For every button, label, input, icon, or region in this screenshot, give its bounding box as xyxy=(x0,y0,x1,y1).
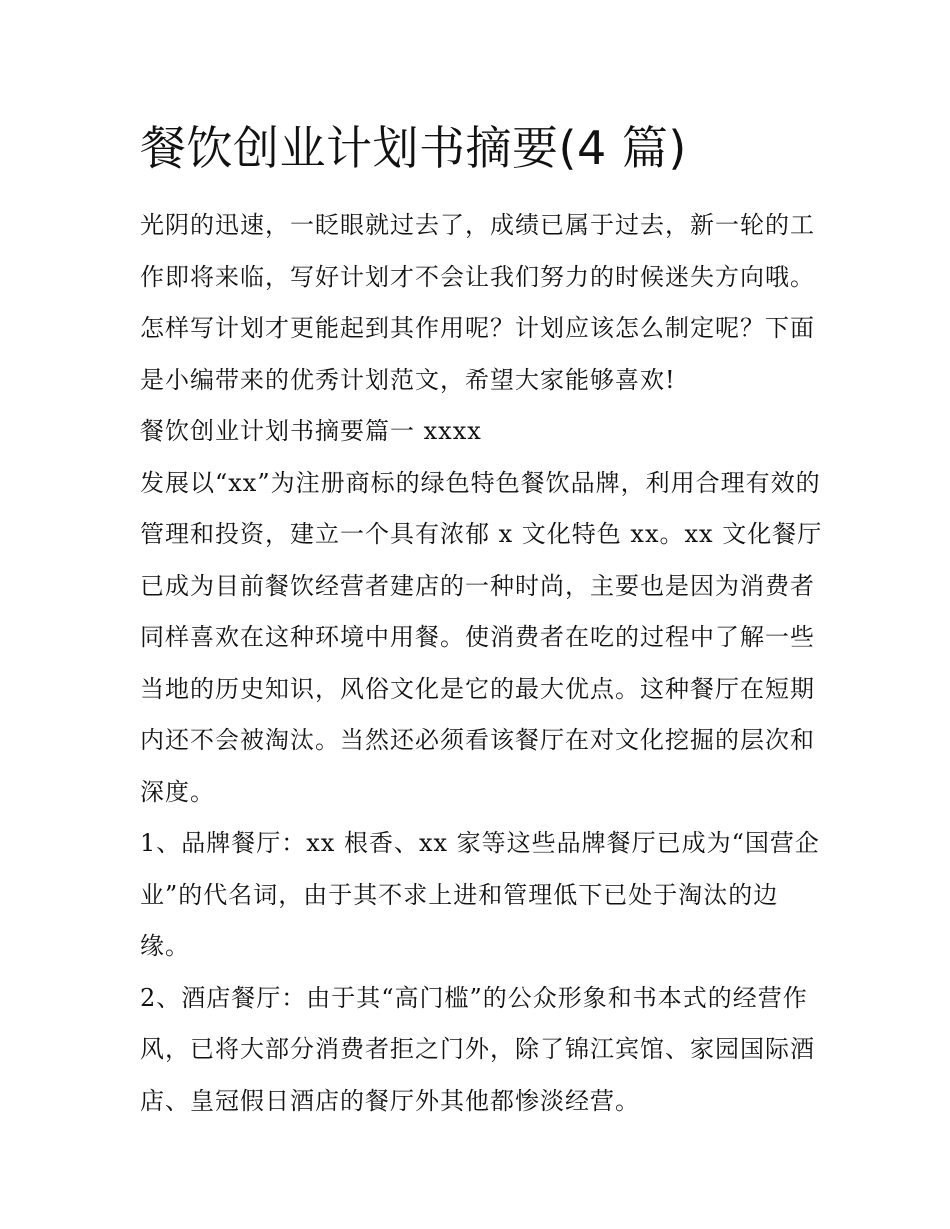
section-heading: 餐饮创业计划书摘要篇一 xxxx xyxy=(140,417,482,445)
document-title: 餐饮创业计划书摘要(4 篇) xyxy=(140,121,687,175)
body-line: 光阴的迅速，一眨眼就过去了，成绩已属于过去，新一轮的工 xyxy=(140,211,815,239)
body-line: 深度。 xyxy=(140,777,215,806)
body-line: 已成为目前餐饮经营者建店的一种时尚，主要也是因为消费者 xyxy=(140,571,815,600)
list-item-line: 2、酒店餐厅：由于其“高门槛”的公众形象和书本式的经营作 xyxy=(140,983,808,1012)
document-body xyxy=(140,200,823,1127)
body-line: 管理和投资，建立一个具有浓郁 x 文化特色 xx。xx 文化餐厅 xyxy=(140,520,823,548)
body-line: 怎样写计划才更能起到其作用呢？计划应该怎么制定呢？下面 xyxy=(140,314,815,342)
body-line: 发展以“xx”为注册商标的绿色特色餐饮品牌，利用合理有效的 xyxy=(140,468,821,497)
list-item-line: 店、皇冠假日酒店的餐厅外其他都惨淡经营。 xyxy=(140,1086,640,1115)
document-page xyxy=(140,112,823,1127)
body-line: 作即将来临，写好计划才不会让我们努力的时候迷失方向哦。 xyxy=(140,262,815,291)
list-item-line: 1、品牌餐厅：xx 根香、xx 家等这些品牌餐厅已成为“国营企 xyxy=(140,829,820,857)
body-line: 是小编带来的优秀计划范文，希望大家能够喜欢! xyxy=(140,365,676,394)
body-line: 同样喜欢在这种环境中用餐。使消费者在吃的过程中了解一些 xyxy=(140,623,815,651)
list-item-line: 风，已将大部分消费者拒之门外，除了锦江宾馆、家园国际酒 xyxy=(140,1035,815,1063)
list-item-line: 缘。 xyxy=(140,932,190,960)
list-item-line: 业”的代名词，由于其不求上进和管理低下已处于淘汰的边 xyxy=(140,880,779,909)
body-line: 当地的历史知识，风俗文化是它的最大优点。这种餐厅在短期 xyxy=(140,674,815,703)
body-line: 内还不会被淘汰。当然还必须看该餐厅在对文化挖掘的层次和 xyxy=(140,726,815,754)
